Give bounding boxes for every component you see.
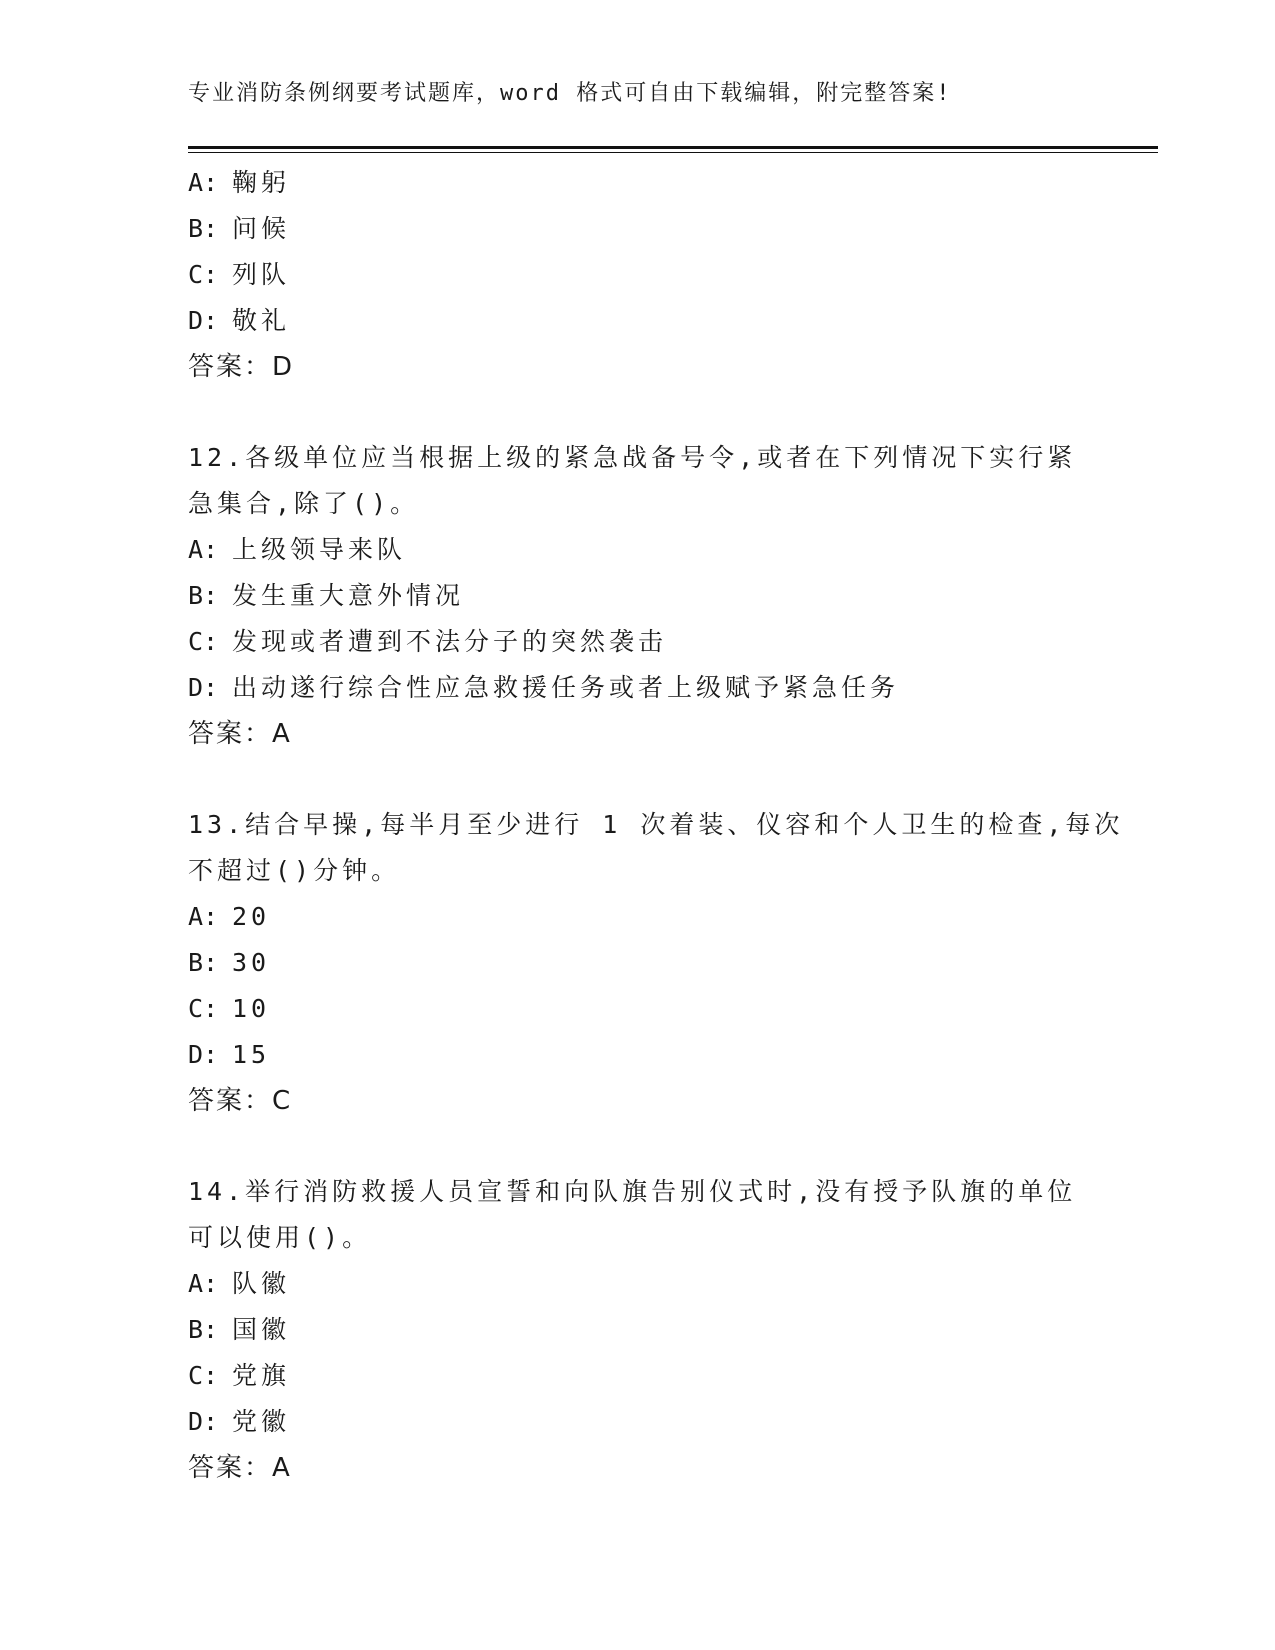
question-12: [188, 435, 1088, 757]
option-label: C:: [188, 994, 219, 1023]
option-text: 发现或者遭到不法分子的突然袭击: [232, 627, 668, 656]
option-label: A:: [188, 168, 219, 197]
question-content: [188, 160, 1124, 1491]
question-stem-line-2: 可以使用()。: [188, 1223, 372, 1252]
question-stem-line-1: 12.各级单位应当根据上级的紧急战备号令,或者在下列情况下实行紧: [188, 443, 1077, 472]
option-text: 党旗: [232, 1361, 291, 1390]
option-c: [188, 252, 1088, 298]
option-text: 敬礼: [232, 306, 291, 335]
option-label: D:: [188, 1040, 219, 1069]
option-text: 党徽: [232, 1407, 291, 1436]
option-text: 国徽: [232, 1315, 291, 1344]
option-text: 30: [232, 948, 271, 977]
option-label: B:: [188, 1315, 219, 1344]
option-label: D:: [188, 673, 219, 702]
option-text: 鞠躬: [232, 168, 291, 197]
option-label: C:: [188, 627, 219, 656]
answer: 答案：C: [188, 1086, 293, 1116]
option-b: [188, 940, 1088, 986]
option-label: A:: [188, 535, 219, 564]
option-text: 10: [232, 994, 271, 1023]
option-label: B:: [188, 214, 219, 243]
option-label: B:: [188, 948, 219, 977]
option-label: B:: [188, 581, 219, 610]
header-rule-thick: [188, 146, 1158, 149]
option-label: A:: [188, 902, 219, 931]
header-rule-thin: [188, 152, 1158, 153]
option-c: [188, 986, 1088, 1032]
answer: 答案：A: [188, 719, 292, 749]
page-header: 专业消防条例纲要考试题库，word 格式可自由下载编辑，附完整答案!: [188, 81, 952, 106]
answer: 答案：A: [188, 1453, 292, 1483]
option-b: [188, 1307, 1088, 1353]
question-stem-line-2: 不超过()分钟。: [188, 856, 401, 885]
option-b: [188, 206, 1088, 252]
option-text: 发生重大意外情况: [232, 581, 465, 610]
option-c: [188, 619, 1088, 665]
option-label: D:: [188, 1407, 219, 1436]
option-d: [188, 665, 1088, 711]
option-label: C:: [188, 1361, 219, 1390]
option-c: [188, 1353, 1088, 1399]
option-text: 20: [232, 902, 271, 931]
option-label: A:: [188, 1269, 219, 1298]
option-d: [188, 298, 1088, 344]
option-text: 上级领导来队: [232, 535, 407, 564]
option-a: [188, 894, 1088, 940]
option-a: [188, 1261, 1088, 1307]
question-stem-line-2: 急集合,除了()。: [188, 489, 420, 518]
option-b: [188, 573, 1088, 619]
answer: 答案：D: [188, 352, 295, 382]
question-stem-line-1: 14.举行消防救援人员宣誓和向队旗告别仪式时,没有授予队旗的单位: [188, 1177, 1077, 1206]
question-stem-line-1: 13.结合早操,每半月至少进行 1 次着装、仪容和个人卫生的检查,每次: [188, 810, 1124, 839]
option-d: [188, 1399, 1088, 1445]
option-a: [188, 160, 1088, 206]
question-14: [188, 1169, 1088, 1491]
option-a: [188, 527, 1088, 573]
option-text: 15: [232, 1040, 271, 1069]
option-text: 队徽: [232, 1269, 291, 1298]
option-label: C:: [188, 260, 219, 289]
option-label: D:: [188, 306, 219, 335]
question-11: [188, 160, 1088, 390]
option-text: 出动遂行综合性应急救援任务或者上级赋予紧急任务: [232, 673, 900, 702]
question-13: [188, 802, 1124, 1124]
option-d: [188, 1032, 1088, 1078]
option-text: 列队: [232, 260, 291, 289]
option-text: 问候: [232, 214, 291, 243]
